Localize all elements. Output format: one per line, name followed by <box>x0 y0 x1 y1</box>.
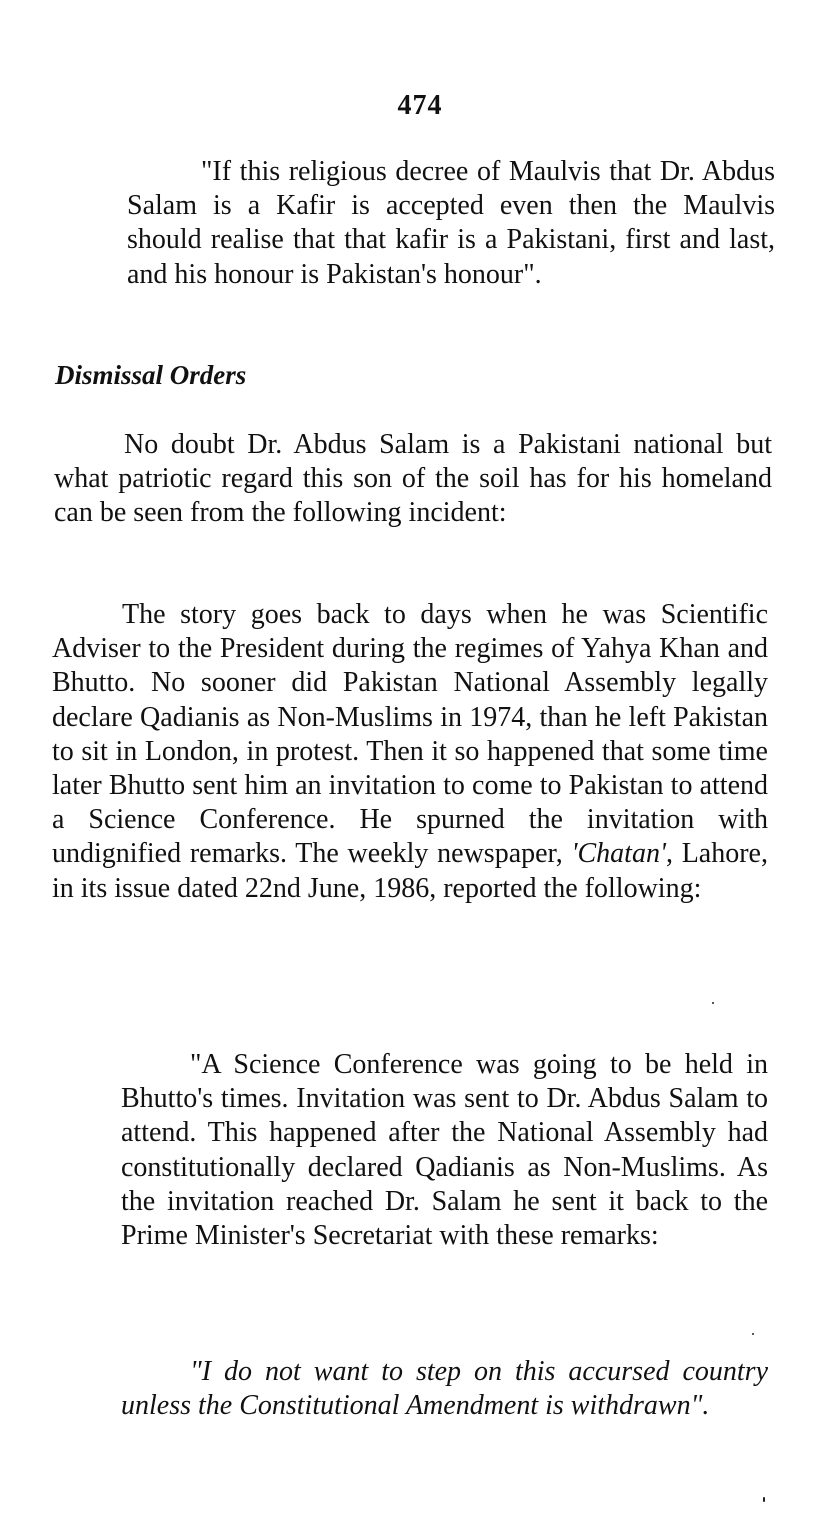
paragraph-story-text-a: The story goes back to days when he was Scientific Adviser to the President during the regimes of Yahya Khan and Bhutto. No sooner did Pakistan National Assembly legally declare Qadianis as Non-Muslims in 1974, than he left Pakistan to sit in London, in protest. Then it so happened that some time later Bhutto sent him an invitation to come to Pakistan to attend a Science Conference. He spurned the invitation with undignified remarks. The weekly newspaper, <box>52 599 768 870</box>
quote-science-conference: "A Science Conference was going to be held in Bhutto's times. Invitation was sent to Dr. Abdus Salam to attend. This happened after the National Assembly had constitutionally declared Qadianis as Non-Muslims. As the invitation reached Dr. Salam he sent it back to the Prime Minister's Secretariat with these remarks: <box>121 1049 768 1252</box>
quote-remarks: "I do not want to step on this accursed country unless the Constitutional Amendment is withdrawn". <box>121 1356 768 1422</box>
scan-speck <box>712 1002 714 1004</box>
scan-speck <box>752 1333 754 1335</box>
paragraph-story-text-b: , Lahore, in its issue dated 22nd June, 1986, reported the following: <box>52 838 768 904</box>
paragraph-story <box>52 598 768 906</box>
quote-salam-kafir: "If this religious decree of Maulvis that Dr. Abdus Salam is a Kafir is accepted even then the Maulvis should realise that that kafir is a Pakistani, first and last, and his honour is Pakistan's honour". <box>127 156 775 290</box>
paragraph-patriotic-regard: No doubt Dr. Abdus Salam is a Pakistani national but what patriotic regard this son of the soil has for his homeland can be seen from the following incident: <box>54 429 772 529</box>
newspaper-name: 'Chatan' <box>571 838 666 870</box>
page-number: 474 <box>397 90 443 121</box>
scan-speck <box>763 1497 765 1502</box>
section-heading: Dismissal Orders <box>55 360 247 390</box>
